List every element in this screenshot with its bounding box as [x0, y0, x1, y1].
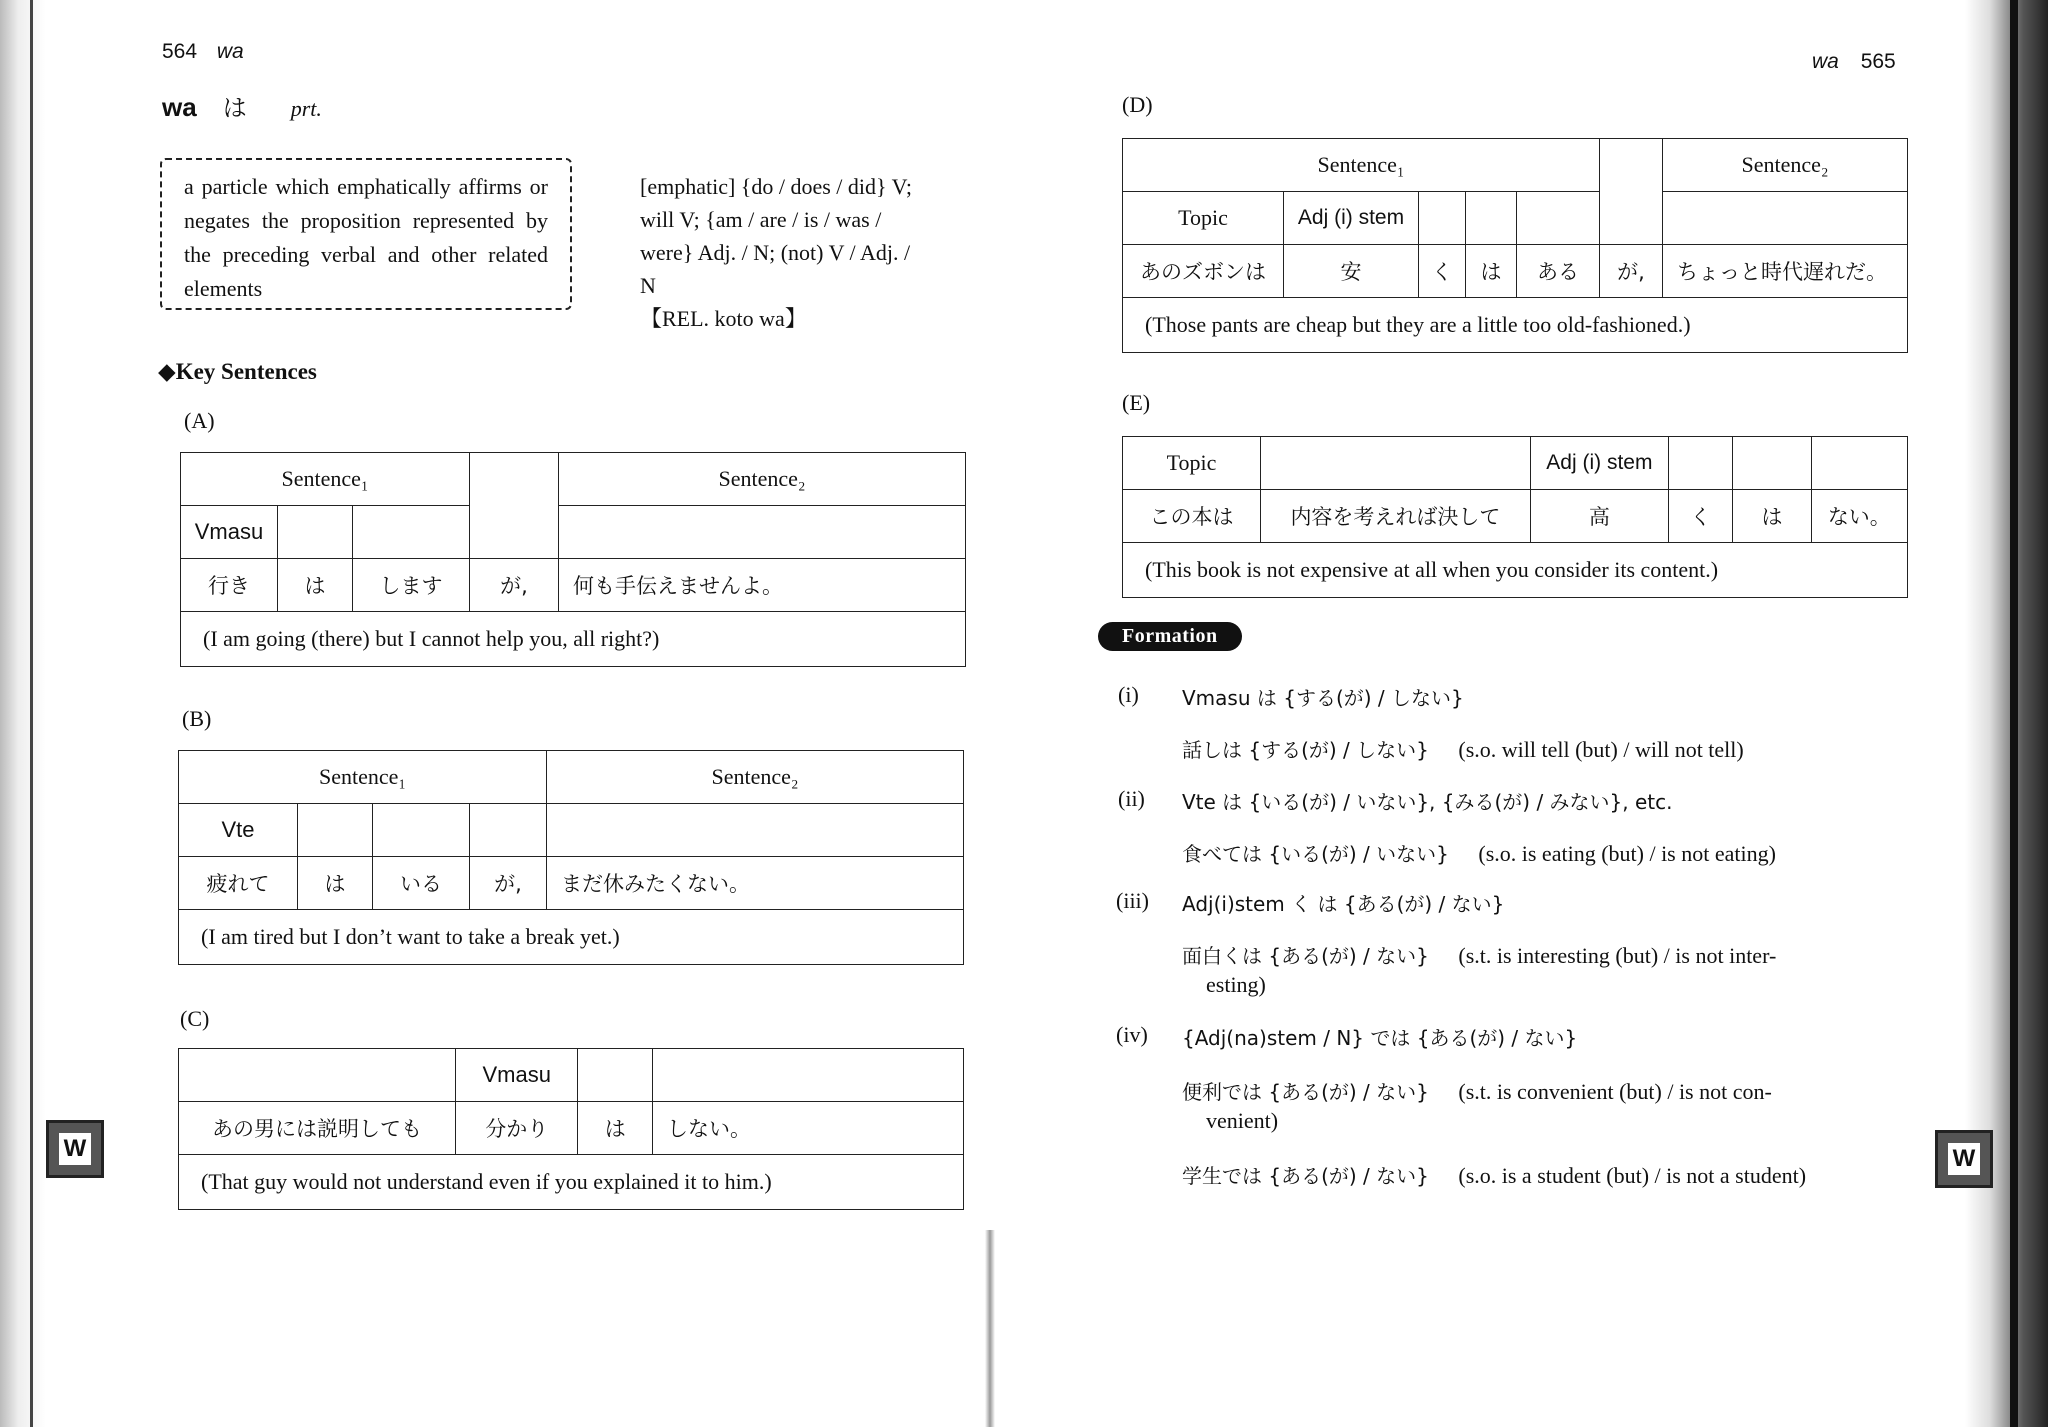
- usage-line: were} Adj. / N; (not) V / Adj. /: [640, 240, 911, 265]
- table-d: [1122, 138, 1908, 353]
- definition-box: [160, 158, 572, 310]
- cell-aux: します: [353, 559, 470, 612]
- right-running-head: [1812, 50, 1896, 74]
- formation-pattern: Adj(i)stem く は {ある(が) / ない}: [1182, 892, 1505, 916]
- formation-example: [1182, 734, 1744, 763]
- formation-number: (i): [1118, 682, 1139, 707]
- empty-cell: [1466, 192, 1517, 245]
- cell-wa: は: [1466, 245, 1517, 298]
- formation-example: [1182, 940, 1776, 969]
- key-sentences-heading: ◆Key Sentences: [158, 359, 317, 384]
- example-gloss: (s.o. is eating (but) / is not eating): [1478, 841, 1776, 866]
- formation-pattern: Vmasu は {する(が) / しない}: [1182, 686, 1464, 710]
- example-gloss: (s.t. is interesting (but) / is not inter-: [1458, 943, 1777, 968]
- empty-cell: [578, 1049, 653, 1102]
- header-sentence2: Sentence₂: [1663, 139, 1908, 192]
- empty-cell: [179, 1049, 456, 1102]
- cell-ga: が,: [470, 857, 547, 910]
- cell-topic: この本は: [1123, 490, 1261, 543]
- entry-headword: [162, 88, 322, 123]
- empty-cell: [559, 506, 966, 559]
- scan-spine-shadow: [985, 1230, 995, 1427]
- cell-ku: く: [1419, 245, 1466, 298]
- cell-ku: く: [1668, 490, 1732, 543]
- usage-block: [640, 170, 980, 335]
- scan-page-edge-right: [1965, 0, 2048, 1427]
- label-b: (B): [182, 706, 212, 731]
- cell-sentence2: まだ休みたくない。: [547, 857, 964, 910]
- table-a: [180, 452, 966, 667]
- empty-cell: [1517, 192, 1600, 245]
- empty-cell: [353, 506, 470, 559]
- usage-line: will V; {am / are / is / was /: [640, 207, 882, 232]
- right-head-word: wa: [1812, 50, 1839, 73]
- formation-example: [1182, 1160, 1806, 1189]
- formation-number: (iii): [1116, 888, 1149, 913]
- sub-vmasu: Vmasu: [181, 506, 278, 559]
- cell-aru: ある: [1517, 245, 1600, 298]
- left-running-head: [162, 40, 244, 64]
- sub-topic: Topic: [1123, 192, 1284, 245]
- cell-nai: ない。: [1811, 490, 1907, 543]
- right-page-number: 565: [1860, 50, 1896, 73]
- empty-cell: [470, 453, 559, 559]
- scan-page-edge-line: [2010, 0, 2018, 1427]
- translation-c: (That guy would not understand even if you explained it to him.): [179, 1155, 964, 1210]
- cell-ga: が,: [470, 559, 559, 612]
- sub-vte: Vte: [179, 804, 298, 857]
- formation-pattern: Vte は {いる(が) / いない}, {みる(が) / みない}, etc.: [1182, 790, 1673, 814]
- example-gloss: (s.t. is convenient (but) / is not con-: [1458, 1079, 1772, 1104]
- cell-adj: 安: [1284, 245, 1419, 298]
- entry-pos: prt.: [290, 96, 322, 121]
- formation-example: [1182, 838, 1776, 867]
- cell-wa: は: [278, 559, 353, 612]
- empty-cell: [1600, 139, 1663, 245]
- cell-neg: しない。: [653, 1102, 964, 1155]
- entry-word: wa: [162, 92, 197, 122]
- formation-number: (iv): [1116, 1022, 1148, 1047]
- empty-cell: [1668, 437, 1732, 490]
- cell-clause: あの男には説明しても: [179, 1102, 456, 1155]
- formation-badge: Formation: [1098, 622, 1242, 651]
- formation-pattern: {Adj(na)stem / N} では {ある(が) / ない}: [1182, 1026, 1578, 1050]
- empty-cell: [1811, 437, 1907, 490]
- label-d: (D): [1122, 92, 1153, 117]
- cell-wa: は: [1733, 490, 1811, 543]
- usage-line: N: [640, 273, 656, 298]
- formation-number: (ii): [1118, 786, 1145, 811]
- sub-adj-stem: Adj (i) stem: [1284, 192, 1419, 245]
- formation-item: [1116, 1022, 1578, 1050]
- translation-b: (I am tired but I don’t want to take a break yet.): [179, 910, 964, 965]
- example-jp: 学生では {ある(が) / ない}: [1182, 1164, 1429, 1188]
- empty-cell: [1419, 192, 1466, 245]
- table-e: [1122, 436, 1908, 598]
- thumb-tab-w-left: W: [46, 1120, 104, 1178]
- usage-line: [emphatic] {do / does / did} V;: [640, 174, 913, 199]
- scan-gutter-left: [0, 0, 46, 1427]
- formation-item: [1116, 888, 1505, 916]
- header-sentence1: Sentence₁: [179, 751, 547, 804]
- example-jp: 話しは {する(が) / しない}: [1182, 738, 1429, 762]
- cell-topic: あのズボンは: [1123, 245, 1284, 298]
- cell-sentence2: ちょっと時代遅れだ。: [1663, 245, 1908, 298]
- example-gloss: (s.o. will tell (but) / will not tell): [1458, 737, 1744, 762]
- translation-e: (This book is not expensive at all when you consider its content.): [1123, 543, 1908, 598]
- empty-cell: [547, 804, 964, 857]
- example-jp: 面白くは {ある(が) / ない}: [1182, 944, 1429, 968]
- header-sentence1: Sentence₁: [1123, 139, 1600, 192]
- table-c: [178, 1048, 964, 1210]
- cell-verb: 疲れて: [179, 857, 298, 910]
- header-sentence2: Sentence₂: [559, 453, 966, 506]
- left-head-word: wa: [216, 40, 244, 63]
- cell-clause: 内容を考えれば決して: [1260, 490, 1530, 543]
- header-sentence2: Sentence₂: [547, 751, 964, 804]
- cell-verb: 分かり: [455, 1102, 578, 1155]
- example-jp: 便利では {ある(が) / ない}: [1182, 1080, 1429, 1104]
- translation-a: (I am going (there) but I cannot help you, all right?): [181, 612, 966, 667]
- formation-example: [1182, 1076, 1772, 1105]
- empty-cell: [373, 804, 470, 857]
- usage-line: 【REL. koto wa】: [640, 306, 807, 331]
- cell-adj: 高: [1530, 490, 1668, 543]
- translation-d: (Those pants are cheap but they are a little too old-fashioned.): [1123, 298, 1908, 353]
- sub-adj-stem: Adj (i) stem: [1530, 437, 1668, 490]
- empty-cell: [298, 804, 373, 857]
- entry-kana: は: [222, 94, 247, 122]
- formation-item: [1118, 682, 1464, 710]
- empty-cell: [653, 1049, 964, 1102]
- label-a: (A): [184, 408, 215, 433]
- empty-cell: [1260, 437, 1530, 490]
- empty-cell: [1663, 192, 1908, 245]
- empty-cell: [470, 804, 547, 857]
- table-b: [178, 750, 964, 965]
- left-page-number: 564: [162, 40, 198, 63]
- sub-vmasu: Vmasu: [455, 1049, 578, 1102]
- example-gloss: (s.o. is a student (but) / is not a student): [1458, 1163, 1807, 1188]
- cell-aux: いる: [373, 857, 470, 910]
- example-gloss-cont: venient): [1206, 1108, 1279, 1133]
- cell-ga: が,: [1600, 245, 1663, 298]
- cell-wa: は: [578, 1102, 653, 1155]
- empty-cell: [278, 506, 353, 559]
- sub-topic: Topic: [1123, 437, 1261, 490]
- example-gloss-cont: esting): [1206, 972, 1266, 997]
- example-jp: 食べては {いる(が) / いない}: [1182, 842, 1449, 866]
- formation-item: [1118, 786, 1673, 814]
- label-e: (E): [1122, 390, 1151, 415]
- cell-sentence2: 何も手伝えませんよ。: [559, 559, 966, 612]
- cell-wa: は: [298, 857, 373, 910]
- header-sentence1: Sentence₁: [181, 453, 470, 506]
- definition-text: a particle which emphatically affirms or negates the proposition represented by the preceding verbal and other related elements: [184, 174, 548, 301]
- label-c: (C): [180, 1006, 210, 1031]
- empty-cell: [1733, 437, 1811, 490]
- cell-verb: 行き: [181, 559, 278, 612]
- thumb-tab-w-right: W: [1935, 1130, 1993, 1188]
